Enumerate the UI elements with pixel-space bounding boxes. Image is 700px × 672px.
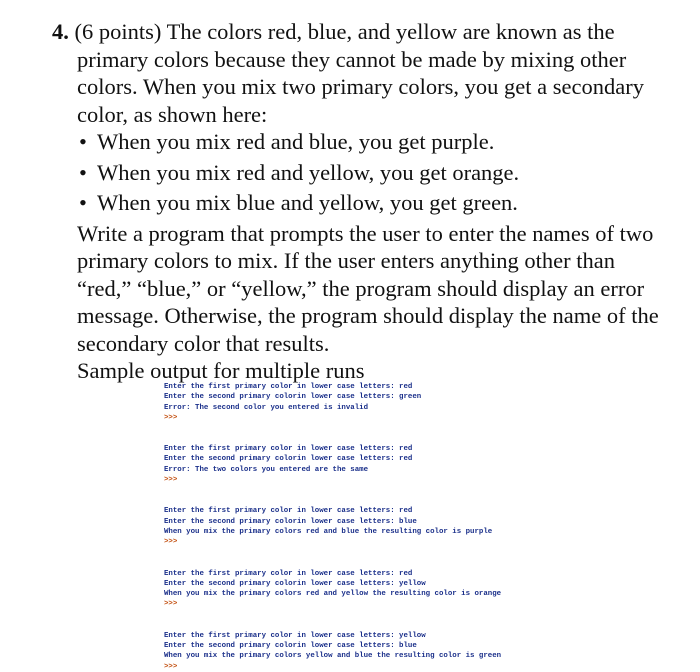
color-mix-list: [52, 128, 662, 217]
console-line: When you mix the primary colors red and blue the resulting color is purple: [164, 527, 493, 536]
console-run: [164, 631, 584, 672]
instructions-text: Write a program that prompts the user to enter the names of two primary colors to mix. If the user enters anything other than “red,” “blue,” or “yellow,” the program should display an error message. Otherwise, the program should display the name of the secondary color that results.: [77, 220, 659, 356]
console-run: [164, 382, 584, 423]
console-line: Enter the first primary color in lower case letters: red: [164, 445, 413, 454]
bullet-icon: •: [79, 159, 87, 185]
console-run: [164, 444, 584, 485]
console-line: When you mix the primary colors red and yellow the resulting color is orange: [164, 590, 502, 599]
list-item: • When you mix red and blue, you get purple.: [79, 129, 495, 154]
console-line: Enter the first primary color in lower case letters: red: [164, 507, 413, 516]
console-line: Enter the second primary colorin lower case letters: blue: [164, 517, 417, 526]
console-line: Enter the first primary color in lower case letters: red: [164, 383, 413, 391]
console-line: Enter the second primary colorin lower case letters: blue: [164, 642, 417, 651]
console-line: Enter the second primary colorin lower case letters: green: [164, 393, 422, 402]
intro-text: The colors red, blue, and yellow are known as the primary colors because they cannot be made by mixing other colors. When you mix two primary colors, you get a secondary color, as shown here:: [77, 19, 644, 127]
console-line: When you mix the primary colors yellow and blue the resulting color is green: [164, 652, 502, 661]
console-run: [164, 506, 584, 547]
sample-output-heading: Sample output for multiple runs: [77, 358, 365, 383]
console-line: Enter the second primary colorin lower case letters: yellow: [164, 579, 426, 588]
question-points: (6 points): [74, 19, 162, 44]
question-number: 4.: [52, 19, 69, 44]
console-run: [164, 569, 584, 610]
console-line: Error: The second color you entered is invalid: [164, 403, 369, 412]
bullet-icon: •: [79, 129, 87, 154]
console-line: Enter the second primary colorin lower case letters: red: [164, 455, 413, 464]
list-item: • When you mix red and yellow, you get orange.: [79, 159, 520, 185]
console-line: Enter the first primary color in lower case letters: yellow: [164, 631, 426, 640]
list-item: • When you mix blue and yellow, you get green.: [79, 190, 518, 215]
console-prompt: >>>: [164, 538, 178, 547]
console-prompt: >>>: [164, 413, 178, 422]
console-prompt: >>>: [164, 476, 178, 485]
console-prompt: >>>: [164, 662, 178, 671]
console-prompt: >>>: [164, 600, 178, 609]
problem-statement: [52, 18, 662, 385]
console-line: Error: The two colors you entered are the same: [164, 465, 369, 474]
sample-console-output: [164, 382, 584, 672]
bullet-icon: •: [79, 190, 87, 215]
console-line: Enter the first primary color in lower case letters: red: [164, 569, 413, 578]
problem-intro: [52, 18, 662, 128]
